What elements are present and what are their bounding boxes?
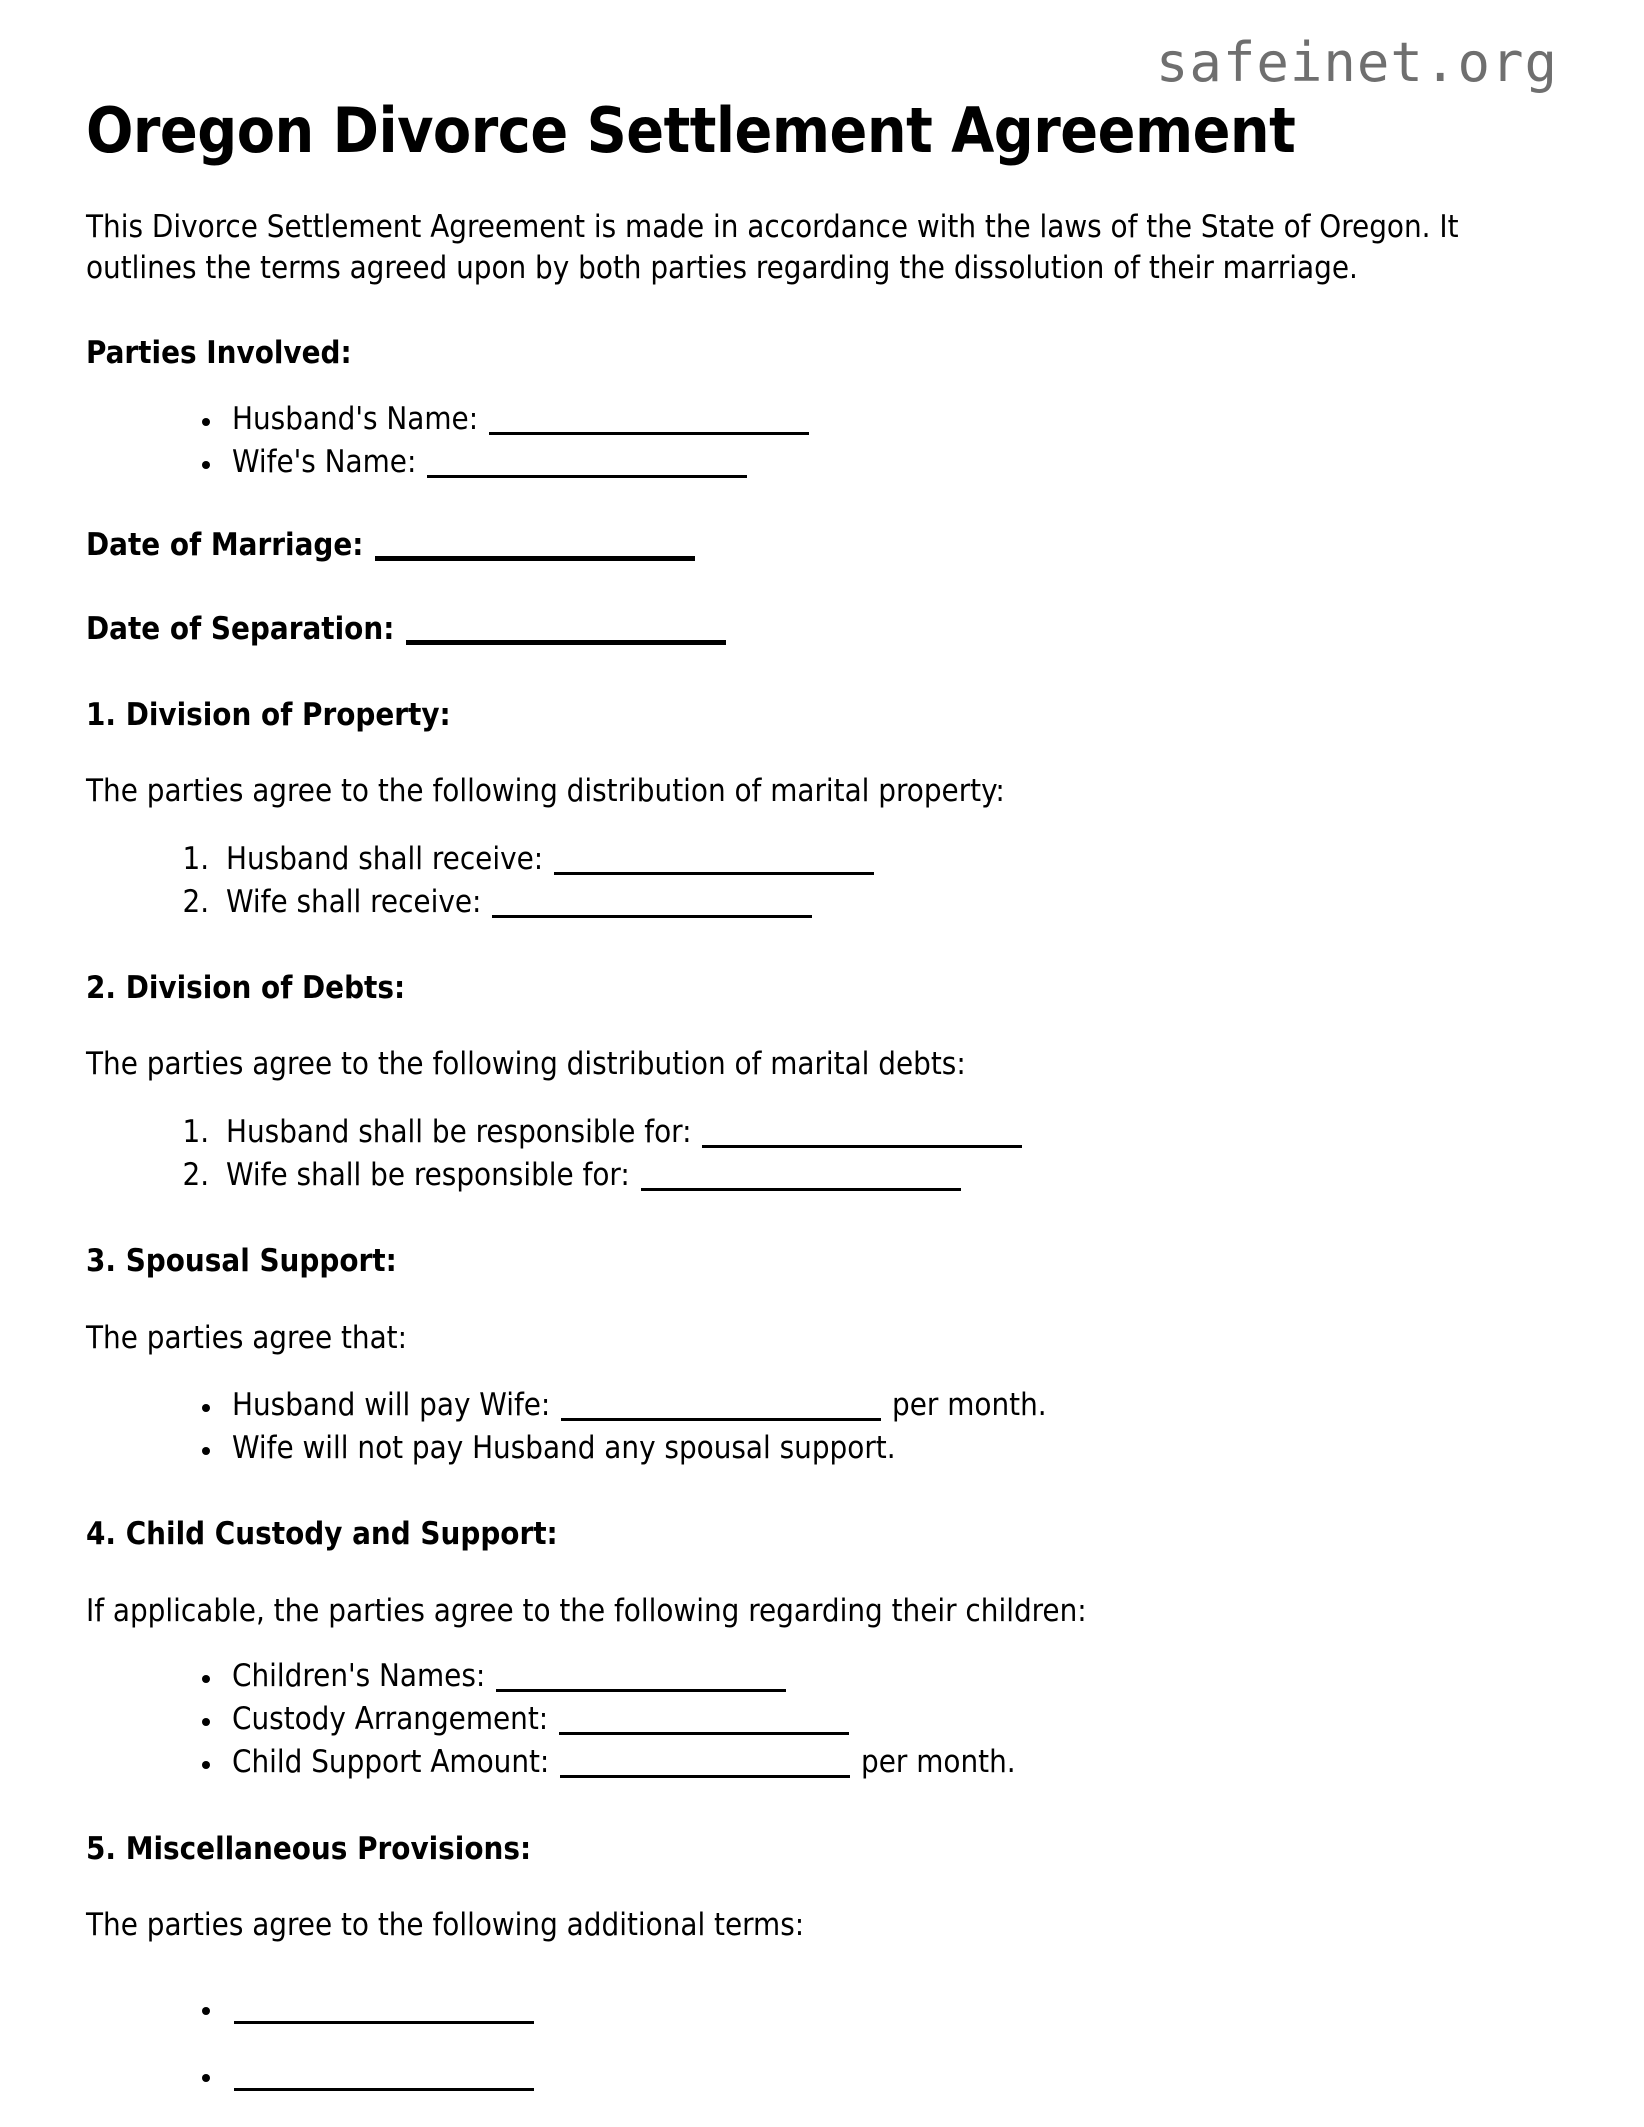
- husband-pays-wife-suffix: per month.: [892, 1386, 1047, 1423]
- section-4-lead: If applicable, the parties agree to the following regarding their children:: [86, 1592, 1087, 1629]
- additional-term-2-blank[interactable]: [234, 2088, 534, 2091]
- section-5-lead: The parties agree to the following additional terms:: [86, 1907, 805, 1944]
- child-support-amount-blank[interactable]: [560, 1775, 850, 1778]
- husband-debt-label: Husband shall be responsible for:: [226, 1113, 692, 1150]
- date-of-marriage-label: Date of Marriage:: [86, 527, 364, 564]
- page-title: Oregon Divorce Settlement Agreement: [86, 94, 1296, 167]
- list-item: [224, 1428, 1558, 1468]
- husband-receives-blank[interactable]: [554, 872, 874, 875]
- additional-term-1-blank[interactable]: [234, 2021, 534, 2024]
- child-support-amount-label: Child Support Amount:: [232, 1744, 550, 1781]
- section-3-list: [86, 1385, 1558, 1469]
- site-watermark: safeinet.org: [1155, 31, 1558, 94]
- wife-name-label: Wife's Name:: [232, 444, 417, 481]
- list-item: [224, 1988, 1558, 2028]
- childrens-names-blank[interactable]: [496, 1689, 786, 1692]
- list-item: [224, 442, 1558, 482]
- list-item: [224, 2055, 1558, 2095]
- section-3-heading: 3. Spousal Support:: [86, 1243, 397, 1280]
- list-item: [218, 839, 1558, 879]
- child-support-amount-suffix: per month.: [861, 1744, 1016, 1781]
- list-item: [218, 1112, 1558, 1152]
- section-2-heading: 2. Division of Debts:: [86, 970, 406, 1007]
- section-5-heading: 5. Miscellaneous Provisions:: [86, 1830, 532, 1867]
- husband-receives-label: Husband shall receive:: [226, 840, 544, 877]
- section-2-lead: The parties agree to the following distribution of marital debts:: [86, 1046, 966, 1083]
- custody-arrangement-label: Custody Arrangement:: [232, 1701, 549, 1738]
- parties-list: [86, 399, 1558, 483]
- wife-name-blank[interactable]: [427, 475, 747, 478]
- section-4-list: [86, 1656, 1558, 1783]
- list-item: [224, 1656, 1558, 1696]
- custody-arrangement-blank[interactable]: [559, 1732, 849, 1735]
- date-of-marriage-blank[interactable]: [375, 556, 695, 561]
- date-of-marriage-row: [86, 525, 1558, 565]
- section-3-lead: The parties agree that:: [86, 1319, 408, 1356]
- wife-debt-blank[interactable]: [641, 1188, 961, 1191]
- list-item: [218, 882, 1558, 922]
- wife-no-support-label: Wife will not pay Husband any spousal support.: [232, 1430, 896, 1467]
- parties-involved-heading: Parties Involved:: [86, 334, 352, 371]
- list-item: [224, 1699, 1558, 1739]
- section-2-list: [86, 1112, 1558, 1196]
- husband-pays-wife-blank[interactable]: [561, 1418, 881, 1421]
- section-1-lead: The parties agree to the following distribution of marital property:: [86, 773, 1005, 810]
- intro-paragraph: This Divorce Settlement Agreement is made in accordance with the laws of the State of Oregon. It outlines the terms agreed upon by both parties regarding the dissolution of their marriage.: [86, 209, 1459, 287]
- list-item: [224, 1742, 1558, 1782]
- section-1-list: [86, 839, 1558, 923]
- husband-pays-wife-label: Husband will pay Wife:: [232, 1386, 551, 1423]
- date-of-separation-label: Date of Separation:: [86, 610, 395, 647]
- husband-debt-blank[interactable]: [702, 1145, 1022, 1148]
- list-item: [224, 399, 1558, 439]
- wife-receives-label: Wife shall receive:: [226, 883, 482, 920]
- wife-debt-label: Wife shall be responsible for:: [226, 1156, 630, 1193]
- list-item: [218, 1155, 1558, 1195]
- date-of-separation-row: [86, 609, 1558, 649]
- wife-receives-blank[interactable]: [492, 915, 812, 918]
- list-item: [224, 1385, 1558, 1425]
- section-5-list: [86, 1988, 1558, 2095]
- section-4-heading: 4. Child Custody and Support:: [86, 1516, 558, 1553]
- date-of-separation-blank[interactable]: [406, 640, 726, 645]
- husband-name-label: Husband's Name:: [232, 400, 479, 437]
- section-1-heading: 1. Division of Property:: [86, 697, 451, 734]
- childrens-names-label: Children's Names:: [232, 1657, 486, 1694]
- husband-name-blank[interactable]: [489, 432, 809, 435]
